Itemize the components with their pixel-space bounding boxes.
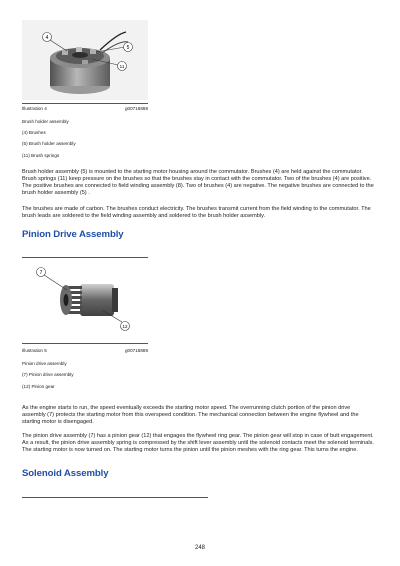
brush-holder-assembly-image [22, 20, 148, 100]
illustration-4-id: g00718888 [125, 106, 148, 111]
pinion-drive-image [22, 260, 148, 340]
solenoid-divider [22, 497, 208, 498]
illustration-4-photo [22, 20, 148, 100]
illustration-4-caption-holder: (5) Brush holder assembly [22, 141, 76, 146]
callout-4: 4 [45, 35, 49, 41]
illustration-5-caption-pinion-gear: (12) Pinion gear [22, 384, 55, 389]
paragraph-overrunning-clutch: As the engine starts to run, the speed eventually exceeds the starting motor speed. The overrunning clutch portion of the pinion drive assembly (7) protects the starting motor from this overspeed condition. The mechanical connection between the engine flywheel and the starting motor is disengaged. [22, 405, 359, 426]
paragraph-brushes: The brushes are made of carbon. The brushes conduct electricity. The brushes transmit current from the field winding to the commutator. The brush leads are soldered to the field winding assembly and soldered to the brush holder assembly. [22, 206, 371, 220]
illustration-4-caption-brushes: (4) Brushes [22, 130, 46, 135]
illustration-4-caption-title: Brush holder assembly [22, 119, 69, 124]
illustration-5-photo [22, 260, 148, 340]
paragraph-brush-holder: Brush holder assembly (5) is mounted to the starting motor housing around the commutator. Brushes (4) are held against the commutator. Brush springs (11) keep pressure on the brushes so that the brushes stay in contact with the commutator. Two of the brushes (4) are positive. The positive brushes are connected to field winding assembly (8). Two of brushes (4) are negative. The negative brushes are connected to the brush holder assembly (5) . [22, 169, 374, 197]
callout-7: 7 [39, 270, 43, 276]
illustration-5-caption-pinion-drive: (7) Pinion drive assembly [22, 372, 74, 377]
heading-pinion-drive: Pinion Drive Assembly [22, 229, 124, 240]
illustration-5-id: g00718889 [125, 348, 148, 353]
illustration-5-divider [22, 343, 148, 344]
illustration-4-caption-springs: (11) Brush springs [22, 153, 60, 158]
callout-11: 11 [119, 64, 125, 69]
heading-solenoid: Solenoid Assembly [22, 468, 109, 479]
callout-5: 5 [126, 45, 130, 51]
illustration-4-label: Illustration 4 [22, 106, 47, 111]
illustration-5-label: Illustration 5 [22, 348, 47, 353]
illustration-4-divider [22, 103, 148, 104]
illustration-5-caption-title: Pinion drive assembly [22, 361, 67, 366]
paragraph-pinion-gear: The pinion drive assembly (7) has a pinion gear (12) that engages the flywheel ring gear. The pinion gear will stop in case of butt engagement. As a result, the pinion drive assembly spring is compressed by the shift lever assembly until the solenoid contacts meet the solenoid terminals. The starting motor is now turned on. The starting motor turns the pinion until the pinion meshes with the ring gear. This turns the engine. [22, 433, 374, 454]
illustration-5-top-rule [22, 257, 148, 258]
page-number: 248 [194, 545, 205, 551]
callout-12: 12 [122, 324, 128, 329]
